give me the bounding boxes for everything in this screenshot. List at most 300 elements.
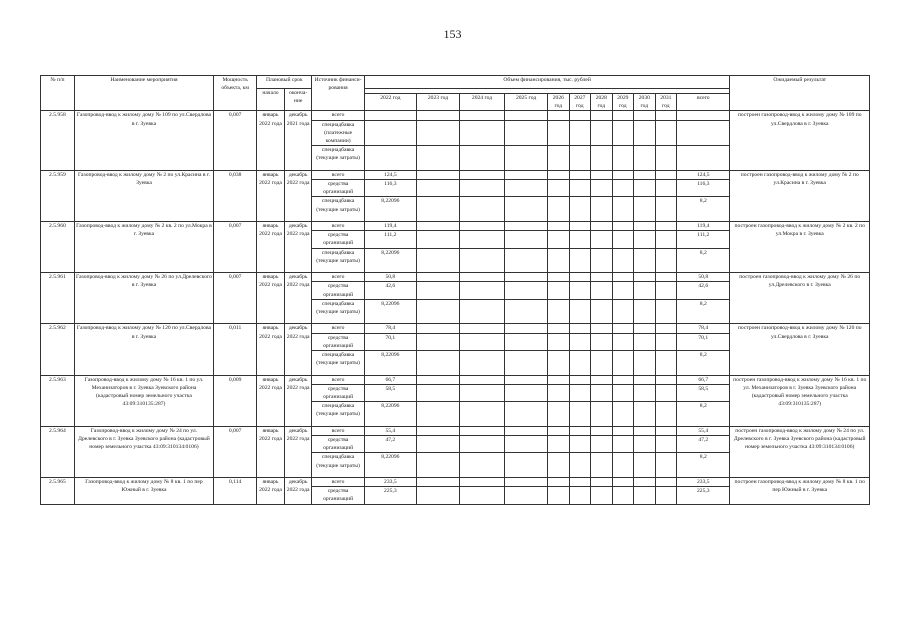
- row-power: 0,007: [214, 111, 257, 170]
- table-row: [41, 111, 870, 120]
- cell-year-empty: [634, 273, 656, 282]
- cell-year-empty: [655, 299, 677, 324]
- cell-total: 124,5: [677, 170, 730, 179]
- cell-year-empty: [569, 402, 591, 427]
- cell-year-empty: [612, 426, 634, 435]
- cell-year-empty: [505, 384, 548, 401]
- header-year: 2025 год: [505, 94, 548, 111]
- cell-year-empty: [612, 487, 634, 504]
- row-end: декабрь 2021 года: [284, 111, 312, 170]
- cell-year-empty: [416, 170, 459, 179]
- cell-year-empty: [416, 384, 459, 401]
- row-name: Газопровод-ввод к жилому дому № 8 кв. 1 по пер Южный в г. Зуевка: [74, 478, 213, 505]
- cell-year-empty: [548, 487, 570, 504]
- cell-2022: 8,22096: [364, 248, 416, 273]
- cell-year-empty: [548, 197, 570, 222]
- cell-year-empty: [612, 120, 634, 146]
- cell-year-empty: [591, 299, 613, 324]
- cell-2022: 8,22096: [364, 402, 416, 427]
- cell-year-empty: [612, 273, 634, 282]
- cell-year-empty: [416, 120, 459, 146]
- row-source: спецнадбавка (текущие затраты): [312, 248, 364, 273]
- cell-year-empty: [569, 478, 591, 487]
- cell-year-empty: [591, 375, 613, 384]
- page-number: 153: [443, 27, 462, 41]
- row-source: средства организаций: [312, 487, 364, 504]
- cell-year-empty: [569, 375, 591, 384]
- cell-year-empty: [655, 375, 677, 384]
- cell-year-empty: [591, 436, 613, 453]
- cell-year-empty: [634, 453, 656, 478]
- row-source: всего: [312, 478, 364, 487]
- cell-year-empty: [634, 426, 656, 435]
- cell-year-empty: [634, 478, 656, 487]
- cell-year-empty: [459, 333, 504, 350]
- cell-total: 225,3: [677, 487, 730, 504]
- cell-year-empty: [612, 248, 634, 273]
- cell-year-empty: [459, 478, 504, 487]
- row-name: Газопровод-ввод к жилому дому № 120 по ул.Свердлова в г. Зуевка: [74, 324, 213, 375]
- row-name: Газопровод-ввод к жилому дому № 2 кв. 2 по ул.Мокра в г. Зуевка: [74, 222, 213, 273]
- cell-total: 8,2: [677, 402, 730, 427]
- cell-year-empty: [612, 146, 634, 171]
- cell-year-empty: [416, 180, 459, 197]
- cell-total: 119,4: [677, 222, 730, 231]
- cell-year-empty: [548, 436, 570, 453]
- cell-year-empty: [505, 282, 548, 299]
- cell-year-empty: [612, 453, 634, 478]
- cell-year-empty: [612, 180, 634, 197]
- cell-2022: 124,5: [364, 170, 416, 179]
- row-result: построен газопровод-ввод к жилому дому № 24 по ул. Дрелевского в г. Зуевка Зуевского района (кадастровый номер земельного участка 43:09:310134:0106): [730, 426, 870, 477]
- table-row: [41, 273, 870, 282]
- header-year: 2029 год: [612, 94, 634, 111]
- cell-year-empty: [655, 197, 677, 222]
- cell-year-empty: [505, 273, 548, 282]
- table-row: [41, 324, 870, 333]
- cell-year-empty: [459, 375, 504, 384]
- row-number: 2.5.963: [41, 375, 75, 426]
- cell-year-empty: [459, 180, 504, 197]
- cell-year-empty: [655, 436, 677, 453]
- header-volume: Объем финансирования, тыс. рублей: [364, 76, 730, 89]
- row-power: 0,011: [214, 324, 257, 375]
- cell-total: 8,2: [677, 248, 730, 273]
- cell-year-empty: [548, 478, 570, 487]
- cell-year-empty: [548, 375, 570, 384]
- cell-year-empty: [459, 111, 504, 120]
- cell-year-empty: [548, 111, 570, 120]
- cell-year-empty: [505, 333, 548, 350]
- cell-year-empty: [548, 351, 570, 376]
- row-end: декабрь 2022 года: [284, 426, 312, 477]
- row-source: средства организаций: [312, 282, 364, 299]
- row-name: Газопровод-ввод к жилому дому № 16 кв. 1 по ул. Механизаторов в г. Зуевка Зуевского района (кадастровый номер земельного участка 43:09:310135:287): [74, 375, 213, 426]
- row-name: Газопровод-ввод к жилому дому № 26 по ул.Дрелевского в г. Зуевка: [74, 273, 213, 324]
- cell-year-empty: [569, 231, 591, 248]
- cell-2022: 8,22096: [364, 197, 416, 222]
- cell-year-empty: [634, 375, 656, 384]
- cell-year-empty: [655, 402, 677, 427]
- header-year: 2030 год: [634, 94, 656, 111]
- cell-year-empty: [505, 375, 548, 384]
- row-source: спецнадбавка (текущие затраты): [312, 402, 364, 427]
- cell-year-empty: [416, 324, 459, 333]
- row-result: построен газопровод-ввод к жилому дому № 2 по ул.Красина в г. Зуевка: [730, 170, 870, 221]
- cell-year-empty: [634, 324, 656, 333]
- cell-year-empty: [634, 180, 656, 197]
- row-source: спецнадбавка (текущие затраты): [312, 146, 364, 171]
- cell-year-empty: [459, 487, 504, 504]
- cell-year-empty: [505, 180, 548, 197]
- row-start: январь 2022 года: [257, 375, 285, 426]
- row-name: Газопровод-ввод к жилому дому № 109 по ул.Свердлова в г. Зуевка: [74, 111, 213, 170]
- cell-2022: 50,8: [364, 273, 416, 282]
- row-power: 0,007: [214, 273, 257, 324]
- cell-year-empty: [634, 222, 656, 231]
- row-source: спецнадбавка (текущие затраты): [312, 453, 364, 478]
- row-start: январь 2022 года: [257, 170, 285, 221]
- cell-year-empty: [612, 111, 634, 120]
- cell-year-empty: [416, 375, 459, 384]
- row-source: всего: [312, 426, 364, 435]
- row-number: 2.5.965: [41, 478, 75, 505]
- cell-year-empty: [612, 222, 634, 231]
- cell-year-empty: [416, 282, 459, 299]
- cell-year-empty: [569, 487, 591, 504]
- cell-year-empty: [634, 333, 656, 350]
- cell-year-empty: [612, 197, 634, 222]
- cell-year-empty: [634, 384, 656, 401]
- cell-year-empty: [655, 478, 677, 487]
- row-source: средства организаций: [312, 333, 364, 350]
- cell-total: [677, 111, 730, 120]
- cell-year-empty: [655, 231, 677, 248]
- cell-year-empty: [612, 351, 634, 376]
- row-source: всего: [312, 111, 364, 120]
- cell-total: 8,2: [677, 299, 730, 324]
- cell-year-empty: [416, 146, 459, 171]
- cell-year-empty: [505, 170, 548, 179]
- row-power: 0,009: [214, 375, 257, 426]
- cell-year-empty: [548, 299, 570, 324]
- header-power: Мощность объекта, км: [214, 76, 257, 111]
- cell-2022: 55,4: [364, 426, 416, 435]
- cell-year-empty: [569, 248, 591, 273]
- cell-year-empty: [505, 351, 548, 376]
- cell-year-empty: [569, 453, 591, 478]
- cell-year-empty: [591, 384, 613, 401]
- cell-year-empty: [655, 351, 677, 376]
- cell-year-empty: [505, 436, 548, 453]
- cell-year-empty: [591, 120, 613, 146]
- cell-year-empty: [634, 351, 656, 376]
- cell-year-empty: [416, 436, 459, 453]
- cell-year-empty: [505, 299, 548, 324]
- cell-year-empty: [612, 478, 634, 487]
- cell-total: 8,2: [677, 453, 730, 478]
- cell-year-empty: [416, 231, 459, 248]
- cell-year-empty: [591, 282, 613, 299]
- header-term-end: оконча-ние: [284, 89, 312, 111]
- cell-year-empty: [612, 324, 634, 333]
- cell-year-empty: [634, 299, 656, 324]
- row-source: всего: [312, 170, 364, 179]
- cell-2022: 225,3: [364, 487, 416, 504]
- row-source: спецнадбавка (текущие затраты): [312, 197, 364, 222]
- table-row: [41, 170, 870, 179]
- cell-year-empty: [459, 453, 504, 478]
- row-result: построен газопровод-ввод к жилому дому № 16 кв. 1 по ул. Механизаторов в г. Зуевка Зуевского района (кадастровый номер земельного участка 43:09:310135:287): [730, 375, 870, 426]
- cell-year-empty: [548, 324, 570, 333]
- header-year: 2027 год: [569, 94, 591, 111]
- cell-year-empty: [548, 402, 570, 427]
- cell-year-empty: [548, 146, 570, 171]
- cell-year-empty: [416, 478, 459, 487]
- row-start: январь 2022 года: [257, 426, 285, 477]
- header-year: 2028 год: [591, 94, 613, 111]
- cell-year-empty: [416, 487, 459, 504]
- cell-year-empty: [548, 180, 570, 197]
- cell-2022: 8,22096: [364, 453, 416, 478]
- cell-year-empty: [505, 120, 548, 146]
- row-source: спецнадбавка (платежные компании): [312, 120, 364, 146]
- cell-year-empty: [591, 231, 613, 248]
- cell-year-empty: [416, 248, 459, 273]
- cell-year-empty: [459, 282, 504, 299]
- cell-year-empty: [634, 487, 656, 504]
- row-source: всего: [312, 324, 364, 333]
- cell-year-empty: [569, 170, 591, 179]
- cell-year-empty: [505, 248, 548, 273]
- row-source: спецнадбавка (текущие затраты): [312, 351, 364, 376]
- cell-total: 8,2: [677, 197, 730, 222]
- header-result: Ожидаемый результат: [730, 76, 870, 111]
- row-source: всего: [312, 273, 364, 282]
- cell-year-empty: [612, 170, 634, 179]
- cell-year-empty: [569, 222, 591, 231]
- cell-year-empty: [591, 453, 613, 478]
- cell-total: 8,2: [677, 351, 730, 376]
- cell-year-empty: [591, 180, 613, 197]
- cell-year-empty: [655, 273, 677, 282]
- cell-year-empty: [548, 333, 570, 350]
- cell-year-empty: [459, 384, 504, 401]
- cell-year-empty: [548, 222, 570, 231]
- cell-2022: [364, 120, 416, 146]
- cell-year-empty: [548, 248, 570, 273]
- row-source: всего: [312, 375, 364, 384]
- row-source: средства организаций: [312, 384, 364, 401]
- cell-2022: 58,5: [364, 384, 416, 401]
- row-source: всего: [312, 222, 364, 231]
- cell-year-empty: [591, 170, 613, 179]
- cell-year-empty: [655, 248, 677, 273]
- cell-total: 55,4: [677, 426, 730, 435]
- cell-year-empty: [634, 436, 656, 453]
- cell-2022: 119,4: [364, 222, 416, 231]
- cell-year-empty: [591, 111, 613, 120]
- cell-year-empty: [505, 324, 548, 333]
- row-end: декабрь 2022 года: [284, 222, 312, 273]
- cell-total: 111,2: [677, 231, 730, 248]
- table-row: [41, 222, 870, 231]
- cell-year-empty: [569, 426, 591, 435]
- cell-year-empty: [655, 324, 677, 333]
- cell-year-empty: [591, 324, 613, 333]
- cell-year-empty: [655, 180, 677, 197]
- row-result: построен газопровод-ввод к жилому дому № 2 кв. 2 по ул.Мокра в г. Зуевка: [730, 222, 870, 273]
- cell-year-empty: [655, 333, 677, 350]
- cell-year-empty: [459, 299, 504, 324]
- cell-total: 42,6: [677, 282, 730, 299]
- row-end: декабрь 2022 года: [284, 170, 312, 221]
- cell-year-empty: [569, 180, 591, 197]
- cell-year-empty: [548, 231, 570, 248]
- cell-year-empty: [591, 273, 613, 282]
- cell-year-empty: [459, 222, 504, 231]
- cell-year-empty: [569, 436, 591, 453]
- cell-year-empty: [612, 402, 634, 427]
- cell-year-empty: [591, 248, 613, 273]
- row-number: 2.5.958: [41, 111, 75, 170]
- cell-total: [677, 120, 730, 146]
- cell-year-empty: [655, 487, 677, 504]
- header-num: № п/п: [41, 76, 75, 111]
- cell-year-empty: [416, 222, 459, 231]
- cell-year-empty: [505, 231, 548, 248]
- row-end: декабрь 2022 года: [284, 324, 312, 375]
- cell-year-empty: [416, 273, 459, 282]
- row-result: построен газопровод-ввод к жилому дому № 109 по ул.Свердлова в г. Зуевка: [730, 111, 870, 170]
- cell-2022: 116,3: [364, 180, 416, 197]
- cell-year-empty: [416, 402, 459, 427]
- cell-year-empty: [505, 402, 548, 427]
- row-power: 0,007: [214, 426, 257, 477]
- cell-year-empty: [416, 351, 459, 376]
- cell-year-empty: [591, 478, 613, 487]
- cell-2022: 47,2: [364, 436, 416, 453]
- cell-year-empty: [634, 146, 656, 171]
- row-name: Газопровод-ввод к жилому дому № 24 по ул. Дрелевского в г. Зуевка Зуевского района (кадастровый номер земельного участка 43:09:310134:0106): [74, 426, 213, 477]
- cell-2022: 70,1: [364, 333, 416, 350]
- table-row: [41, 426, 870, 435]
- cell-total: 116,3: [677, 180, 730, 197]
- row-name: Газопровод-ввод к жилому дому № 2 по ул.Красина в г. Зуевка: [74, 170, 213, 221]
- header-source: Источник финанси-рования: [312, 76, 364, 111]
- cell-year-empty: [459, 436, 504, 453]
- header-total: всего: [677, 94, 730, 111]
- financing-table: [40, 75, 870, 505]
- cell-year-empty: [569, 351, 591, 376]
- cell-2022: 8,22096: [364, 351, 416, 376]
- cell-year-empty: [459, 197, 504, 222]
- cell-year-empty: [591, 197, 613, 222]
- row-start: январь 2022 года: [257, 478, 285, 505]
- cell-2022: 66,7: [364, 375, 416, 384]
- cell-year-empty: [634, 120, 656, 146]
- cell-year-empty: [459, 351, 504, 376]
- cell-year-empty: [655, 120, 677, 146]
- header-year: 2023 год: [416, 94, 459, 111]
- header-year: 2024 год: [459, 94, 504, 111]
- cell-year-empty: [612, 282, 634, 299]
- header-name: Наименование мероприятия: [74, 76, 213, 111]
- row-power: 0,007: [214, 222, 257, 273]
- cell-year-empty: [569, 384, 591, 401]
- cell-2022: 111,2: [364, 231, 416, 248]
- cell-year-empty: [548, 282, 570, 299]
- header-year: 2026 год: [548, 94, 570, 111]
- row-source: средства организаций: [312, 180, 364, 197]
- cell-year-empty: [634, 111, 656, 120]
- cell-2022: [364, 146, 416, 171]
- cell-year-empty: [505, 453, 548, 478]
- row-result: построен газопровод-ввод к жилому дому № 120 по ул.Свердлова в г. Зуевка: [730, 324, 870, 375]
- cell-year-empty: [459, 170, 504, 179]
- row-result: построен газопровод-ввод к жилому дому № 26 по ул.Дрелевского в г. Зуевка: [730, 273, 870, 324]
- cell-year-empty: [548, 453, 570, 478]
- row-end: декабрь 2022 года: [284, 273, 312, 324]
- cell-year-empty: [591, 146, 613, 171]
- cell-2022: 78,4: [364, 324, 416, 333]
- cell-year-empty: [634, 248, 656, 273]
- cell-year-empty: [612, 299, 634, 324]
- cell-year-empty: [569, 197, 591, 222]
- cell-2022: 233,5: [364, 478, 416, 487]
- cell-year-empty: [505, 426, 548, 435]
- cell-year-empty: [459, 402, 504, 427]
- cell-total: 66,7: [677, 375, 730, 384]
- cell-year-empty: [655, 170, 677, 179]
- table-row: [41, 478, 870, 487]
- cell-year-empty: [655, 453, 677, 478]
- cell-year-empty: [655, 282, 677, 299]
- cell-year-empty: [569, 273, 591, 282]
- cell-year-empty: [569, 333, 591, 350]
- cell-year-empty: [634, 170, 656, 179]
- cell-year-empty: [459, 231, 504, 248]
- row-number: 2.5.962: [41, 324, 75, 375]
- row-start: январь 2022 года: [257, 324, 285, 375]
- cell-year-empty: [591, 487, 613, 504]
- cell-year-empty: [459, 273, 504, 282]
- header-term: Плановый срок: [257, 76, 312, 89]
- row-number: 2.5.964: [41, 426, 75, 477]
- row-start: январь 2022 года: [257, 111, 285, 170]
- cell-year-empty: [416, 111, 459, 120]
- cell-total: [677, 146, 730, 171]
- cell-year-empty: [505, 487, 548, 504]
- cell-year-empty: [548, 170, 570, 179]
- cell-year-empty: [655, 111, 677, 120]
- cell-year-empty: [416, 197, 459, 222]
- cell-year-empty: [612, 436, 634, 453]
- cell-year-empty: [634, 231, 656, 248]
- cell-total: 70,1: [677, 333, 730, 350]
- row-start: январь 2022 года: [257, 222, 285, 273]
- row-source: спецнадбавка (текущие затраты): [312, 299, 364, 324]
- row-number: 2.5.961: [41, 273, 75, 324]
- cell-year-empty: [634, 197, 656, 222]
- cell-year-empty: [569, 299, 591, 324]
- cell-year-empty: [459, 324, 504, 333]
- row-start: январь 2022 года: [257, 273, 285, 324]
- cell-year-empty: [416, 333, 459, 350]
- cell-year-empty: [569, 111, 591, 120]
- cell-year-empty: [548, 273, 570, 282]
- row-source: средства организаций: [312, 231, 364, 248]
